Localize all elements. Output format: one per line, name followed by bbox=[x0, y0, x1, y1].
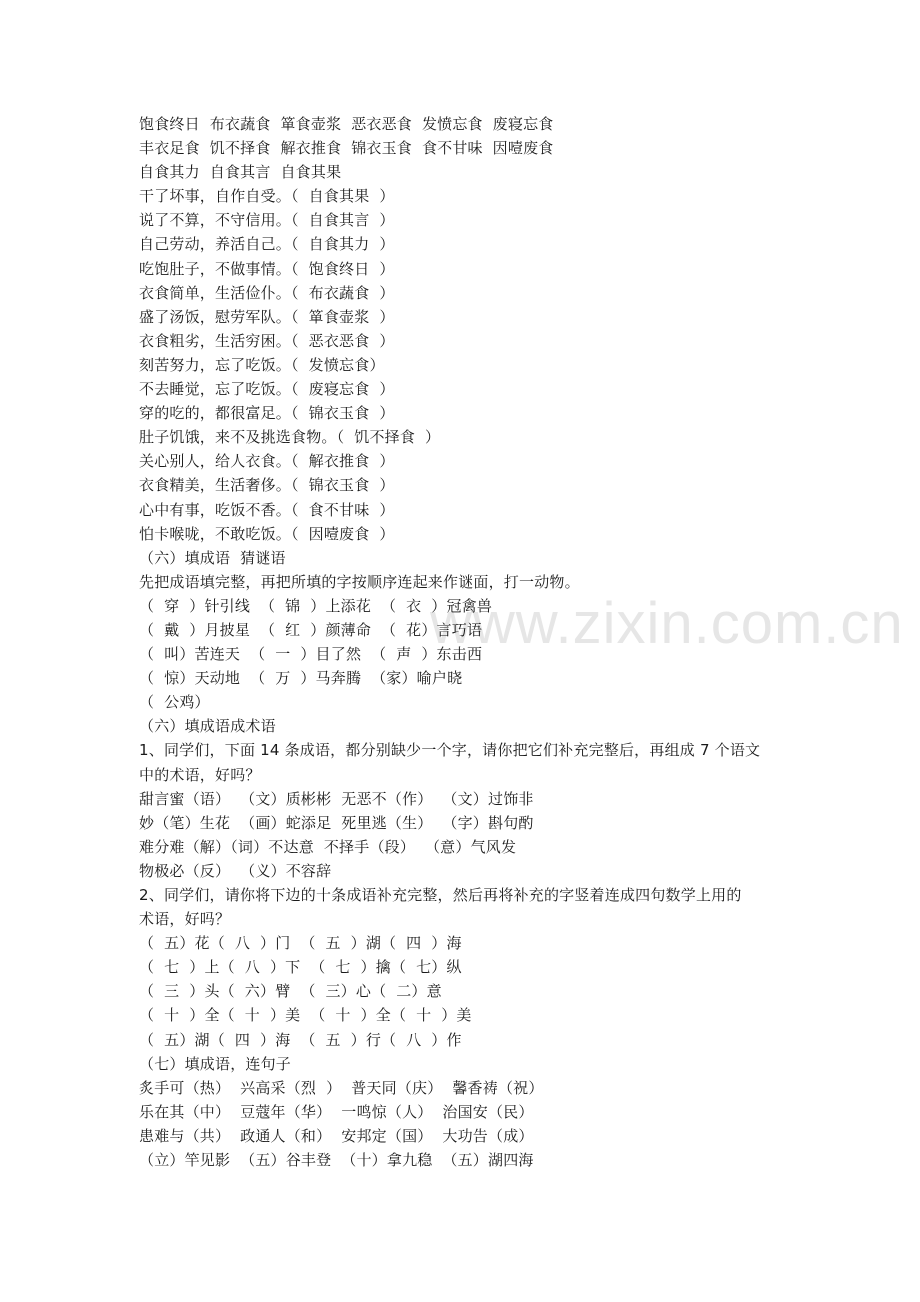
text-line: 1、同学们，下面 14 条成语，都分别缺少一个字，请你把它们补充完整后，再组成 7 个语文 bbox=[139, 741, 761, 760]
text-line: 中的术语，好吗？ bbox=[139, 765, 261, 784]
text-line: 关心别人，给人衣食。（ 解衣推食 ） bbox=[139, 452, 395, 471]
text-line: 丰衣足食 饥不择食 解衣推食 锦衣玉食 食不甘味 因噎废食 bbox=[139, 139, 554, 158]
text-line: 肚子饥饿，来不及挑选食物。（ 饥不择食 ） bbox=[139, 428, 441, 447]
text-line: （ 戴 ）月披星 （ 红 ）颜薄命 （ 花）言巧语 bbox=[139, 620, 483, 639]
text-line: （ 十 ）全（ 十 ）美 （ 十 ）全（ 十 ）美 bbox=[139, 1006, 472, 1025]
text-line: （ 惊）天动地 （ 万 ）马奔腾 （家）喻户晓 bbox=[139, 669, 463, 688]
text-line: 刻苦努力，忘了吃饭。（ 发愤忘食） bbox=[139, 355, 385, 374]
text-line: （ 三 ）头（ 六）臂 （ 三）心（ 二）意 bbox=[139, 982, 442, 1001]
text-line: （ 七 ）上（ 八 ）下 （ 七 ）擒（ 七）纵 bbox=[139, 958, 462, 977]
text-line: 说了不算，不守信用。（ 自食其言 ） bbox=[139, 211, 395, 230]
text-line: （ 五）湖（ 四 ）海 （ 五 ）行（ 八 ）作 bbox=[139, 1030, 462, 1049]
text-line: 衣食粗劣，生活穷困。（ 恶衣恶食 ） bbox=[139, 331, 395, 350]
text-line: 衣食精美，生活奢侈。（ 锦衣玉食 ） bbox=[139, 476, 395, 495]
text-line: 心中有事，吃饭不香。（ 食不甘味 ） bbox=[139, 500, 395, 519]
text-line: 衣食简单，生活俭仆。（ 布衣蔬食 ） bbox=[139, 283, 395, 302]
section-heading: （六）填成语 猜谜语 bbox=[139, 548, 286, 567]
text-line: （ 公鸡） bbox=[139, 693, 210, 712]
text-line: 患难与（共） 政通人（和） 安邦定（国） 大功告（成） bbox=[139, 1126, 534, 1145]
section-heading: （七）填成语，连句子 bbox=[139, 1054, 292, 1073]
text-line: 2、同学们，请你将下边的十条成语补充完整，然后再将补充的字竖着连成四句数学上用的 bbox=[139, 886, 742, 904]
text-line: 吃饱肚子，不做事情。（ 饱食终日 ） bbox=[139, 259, 395, 278]
text-line: 乐在其（中） 豆蔻年（华） 一鸣惊（人） 治国安（民） bbox=[139, 1102, 534, 1121]
text-line: 先把成语填完整，再把所填的字按顺序连起来作谜面，打一动物。 bbox=[139, 572, 580, 591]
text-line: 盛了汤饭，慰劳军队。（ 箪食壶浆 ） bbox=[139, 307, 395, 326]
text-line: 穿的吃的，都很富足。（ 锦衣玉食 ） bbox=[139, 404, 395, 423]
text-line: 难分难（解）（词）不达意 不择手（段） （意）气风发 bbox=[139, 837, 517, 856]
text-line: 炙手可（热） 兴高采（烈 ） 普天同（庆） 馨香祷（祝） bbox=[139, 1078, 544, 1097]
text-line: 术语，好吗？ bbox=[139, 910, 231, 929]
text-line: 怕卡喉咙，不敢吃饭。（ 因噎废食 ） bbox=[139, 524, 395, 543]
text-line: 甜言蜜（语） （文）质彬彬 无恶不（作） （文）过饰非 bbox=[139, 789, 534, 808]
document-body bbox=[139, 112, 799, 1172]
text-line: 自己劳动，养活自己。（ 自食其力 ） bbox=[139, 235, 395, 254]
text-line: 干了坏事，自作自受。（ 自食其果 ） bbox=[139, 187, 395, 206]
text-line: （ 穿 ）针引线 （ 锦 ）上添花 （ 衣 ）冠禽兽 bbox=[139, 596, 493, 615]
text-line: （立）竿见影 （五）谷丰登 （十）拿九稳 （五）湖四海 bbox=[139, 1151, 534, 1170]
section-heading: （六）填成语成术语 bbox=[139, 717, 276, 736]
watermark: www.zixin.com.cn bbox=[430, 591, 904, 656]
text-line: 物极必（反） （义）不容辞 bbox=[139, 861, 332, 880]
text-line: 妙（笔）生花 （画）蛇添足 死里逃（生） （字）斟句酌 bbox=[139, 813, 534, 832]
text-line: 饱食终日 布衣蔬食 箪食壶浆 恶衣恶食 发愤忘食 废寝忘食 bbox=[139, 115, 554, 133]
text-line: 自食其力 自食其言 自食其果 bbox=[139, 163, 342, 182]
text-line: 不去睡觉，忘了吃饭。（ 废寝忘食 ） bbox=[139, 380, 395, 399]
text-line: （ 叫）苦连天 （ 一 ）目了然 （ 声 ）东击西 bbox=[139, 645, 483, 664]
text-line: （ 五）花（ 八 ）门 （ 五 ）湖（ 四 ）海 bbox=[139, 934, 462, 953]
